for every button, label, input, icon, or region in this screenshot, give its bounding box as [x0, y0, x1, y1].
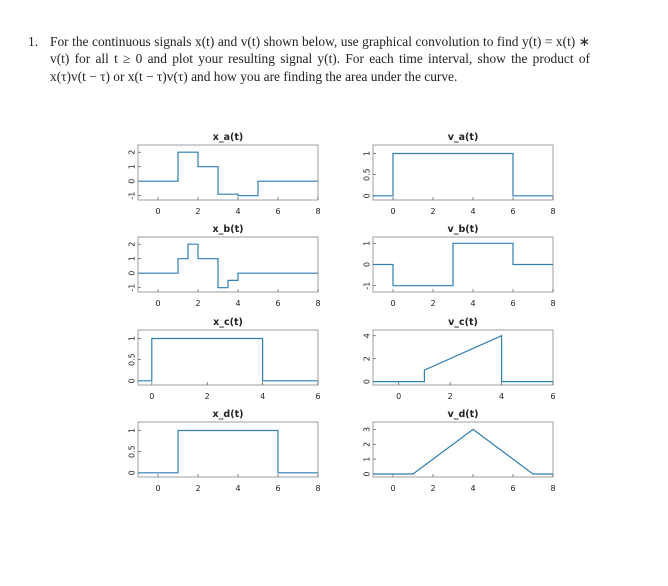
x-tick-label: 4 [499, 392, 505, 401]
plot-6 [363, 317, 556, 401]
y-tick-label: 0.5 [127, 445, 137, 458]
plot-title: v_d(t) [447, 409, 479, 420]
x-tick-label: 8 [315, 299, 321, 308]
y-tick-label: 2 [362, 356, 372, 362]
x-tick-label: 8 [550, 207, 556, 216]
x-tick-label: 6 [550, 392, 556, 401]
x-tick-label: 4 [235, 207, 241, 216]
x-tick-label: 6 [315, 392, 321, 401]
x-tick-label: 4 [470, 299, 476, 308]
plot-title: v_c(t) [448, 317, 478, 328]
x-tick-label: 8 [550, 484, 556, 493]
x-tick-label: 2 [447, 392, 453, 401]
y-tick-label: 1 [127, 335, 137, 342]
x-tick-label: 2 [430, 484, 436, 493]
y-tick-label: 0 [362, 261, 372, 268]
plot-title: x_b(t) [212, 224, 244, 235]
x-tick-label: 6 [510, 207, 516, 216]
y-tick-label: 1 [127, 256, 137, 262]
plot-title: v_a(t) [447, 132, 479, 143]
x-tick-label: 8 [550, 299, 556, 308]
plot-frame [373, 330, 553, 385]
problem-text: For the continuous signals x(t) and v(t) shown below, use graphical convolution to find y(t) = x(t) ∗ v(t) for all t ≥ 0 and plot your resulting signal y(t). For each time interval, show the product of x(τ)v(t − τ) or x(t − τ)v(τ) and how you are finding the area under the curve. [50, 34, 590, 84]
plot-3 [128, 224, 321, 308]
x-tick-label: 2 [430, 207, 436, 216]
x-tick-label: 4 [470, 484, 476, 493]
x-tick-label: 6 [275, 484, 281, 493]
plot-title: x_d(t) [212, 409, 244, 420]
x-tick-label: 6 [510, 299, 516, 308]
x-tick-label: 2 [195, 207, 201, 216]
x-tick-label: 4 [470, 207, 476, 216]
x-tick-label: 2 [430, 299, 436, 308]
x-tick-label: 2 [204, 392, 210, 401]
x-tick-label: 0 [149, 392, 155, 401]
y-tick-label: 2 [362, 441, 372, 447]
plot-4 [363, 224, 556, 308]
x-tick-label: 2 [195, 299, 201, 308]
x-tick-label: 4 [235, 299, 241, 308]
x-tick-label: 4 [260, 392, 266, 401]
y-tick-label: 1 [362, 456, 372, 462]
y-tick-label: -1 [127, 191, 137, 200]
y-tick-label: 0 [362, 379, 372, 385]
x-tick-label: 6 [275, 299, 281, 308]
y-tick-label: 2 [127, 241, 137, 247]
plot-frame [138, 145, 318, 200]
plot-title: x_c(t) [213, 317, 243, 328]
x-tick-label: 4 [235, 484, 241, 493]
x-tick-label: 0 [390, 207, 396, 216]
plot-7 [128, 409, 321, 493]
y-tick-label: 0 [127, 378, 137, 384]
y-tick-label: 0 [362, 471, 372, 477]
plot-title: x_a(t) [212, 132, 244, 143]
y-tick-label: -1 [362, 281, 372, 290]
y-tick-label: 0 [127, 470, 137, 476]
y-tick-label: 1 [127, 427, 137, 434]
y-tick-label: 2 [127, 149, 137, 155]
y-tick-label: 0.5 [362, 168, 372, 181]
y-tick-label: -1 [127, 283, 137, 292]
y-tick-label: 0 [127, 178, 137, 184]
x-tick-label: 8 [315, 207, 321, 216]
y-tick-label: 1 [362, 150, 372, 157]
plot-2 [363, 132, 556, 216]
x-tick-label: 6 [510, 484, 516, 493]
x-tick-label: 2 [195, 484, 201, 493]
plot-1 [128, 132, 321, 216]
y-tick-label: 0.5 [127, 353, 137, 366]
x-tick-label: 0 [396, 392, 402, 401]
y-tick-label: 0 [362, 193, 372, 199]
y-tick-label: 1 [362, 240, 372, 246]
x-tick-label: 0 [155, 299, 161, 308]
problem-number: 1. [28, 34, 39, 49]
x-tick-label: 0 [155, 207, 161, 216]
y-tick-label: 1 [127, 164, 137, 170]
x-tick-label: 8 [315, 484, 321, 493]
x-tick-label: 0 [390, 299, 396, 308]
y-tick-label: 3 [362, 426, 372, 432]
y-tick-label: 4 [362, 333, 372, 339]
x-tick-label: 0 [390, 484, 396, 493]
plot-5 [128, 317, 321, 401]
plot-8 [363, 409, 556, 493]
x-tick-label: 0 [155, 484, 161, 493]
plot-title: v_b(t) [447, 224, 479, 235]
x-tick-label: 6 [275, 207, 281, 216]
y-tick-label: 0 [127, 270, 137, 276]
